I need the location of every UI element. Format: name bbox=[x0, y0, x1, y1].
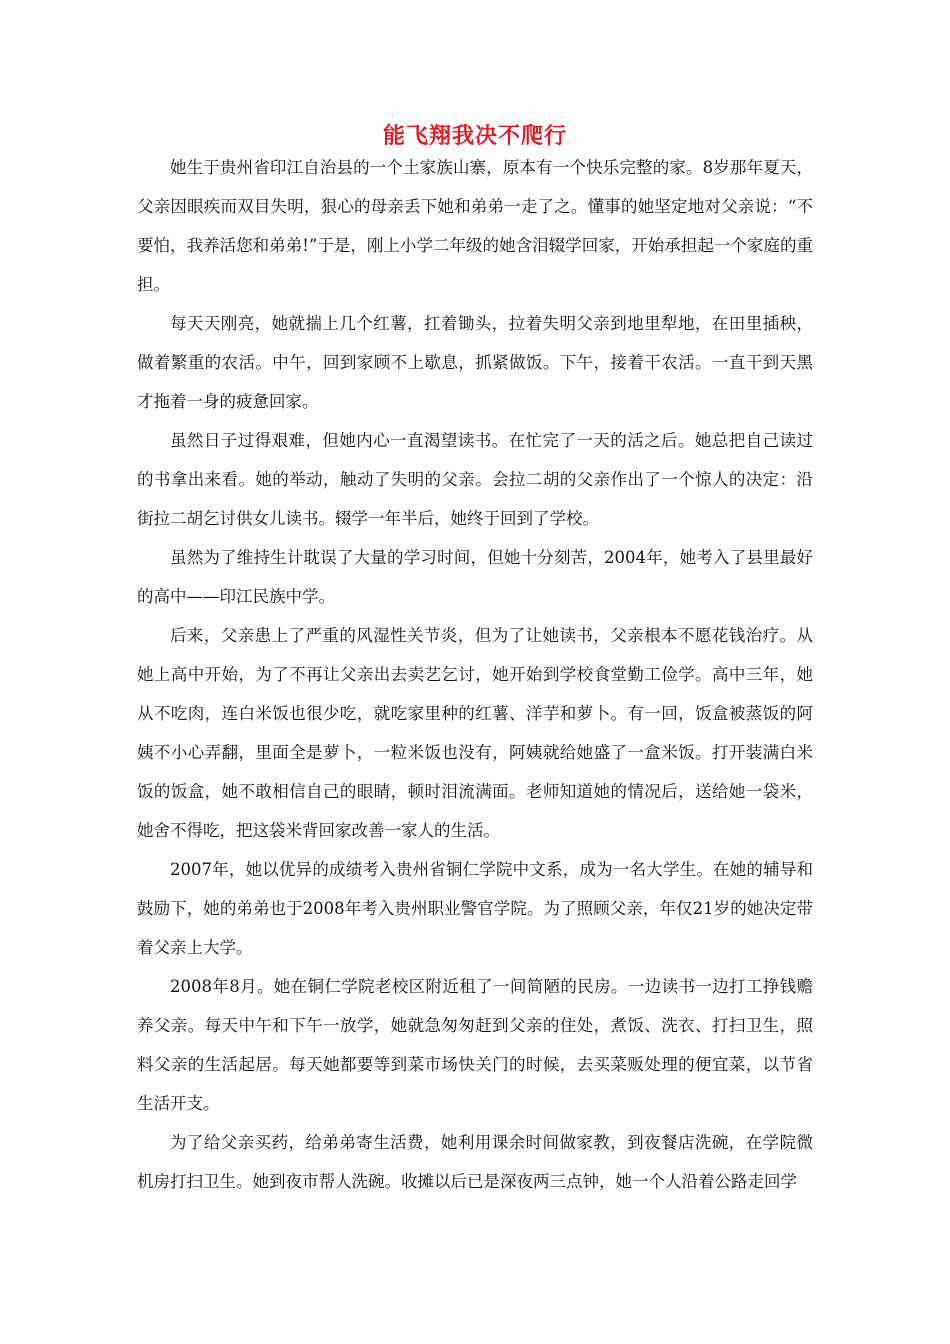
article-body bbox=[137, 148, 813, 1201]
paragraph-7: 2008年8月。她在铜仁学院老校区附近租了一间简陋的民房。一边读书一边打工挣钱赡养父亲。每天中午和下午一放学，她就急匆匆赶到父亲的住处，煮饭、洗衣、打扫卫生，照料父亲的生活起居。每天她都要等到菜市场快关门的时候，去买菜贩处理的便宜菜，以节省生活开支。 bbox=[137, 977, 813, 1113]
paragraph-6: 2007年，她以优异的成绩考入贵州省铜仁学院中文系，成为一名大学生。在她的辅导和鼓励下，她的弟弟也于2008年考入贵州职业警官学院。为了照顾父亲，年仅21岁的她决定带着父亲上大学。 bbox=[137, 860, 813, 957]
paragraph-8: 为了给父亲买药，给弟弟寄生活费，她利用课余时间做家教，到夜餐店洗碗，在学院微机房打扫卫生。她到夜市帮人洗碗。收摊以后已是深夜两三点钟，她一个人沿着公路走回学 bbox=[137, 1133, 813, 1191]
document-title: 能飞翔我决不爬行 bbox=[382, 123, 567, 149]
paragraph-5: 后来，父亲患上了严重的风湿性关节炎，但为了让她读书，父亲根本不愿花钱治疗。从她上高中开始，为了不再让父亲出去卖艺乞讨，她开始到学校食堂勤工俭学。高中三年，她从不吃肉，连白米饭也很少吃，就吃家里种的红薯、洋芋和萝卜。有一回，饭盒被蒸饭的阿姨不小心弄翻，里面全是萝卜，一粒米饭也没有，阿姨就给她盛了一盒米饭。打开装满白米饭的饭盒，她不敢相信自己的眼睛，顿时泪流满面。老师知道她的情况后，送给她一袋米，她舍不得吃，把这袋米背回家改善一家人的生活。 bbox=[137, 626, 813, 840]
paragraph-4: 虽然为了维持生计耽误了大量的学习时间，但她十分刻苦，2004年，她考入了县里最好的高中——印江民族中学。 bbox=[137, 548, 813, 606]
paragraph-1: 她生于贵州省印江自治县的一个土家族山寨，原本有一个快乐完整的家。8岁那年夏天，父亲因眼疾而双目失明，狠心的母亲丢下她和弟弟一走了之。懂事的她坚定地对父亲说：“不要怕，我养活您和弟弟!”于是，刚上小学二年级的她含泪辍学回家，开始承担起一个家庭的重担。 bbox=[137, 158, 813, 294]
paragraph-3: 虽然日子过得艰难，但她内心一直渴望读书。在忙完了一天的活之后。她总把自己读过的书拿出来看。她的举动，触动了失明的父亲。会拉二胡的父亲作出了一个惊人的决定：沿街拉二胡乞讨供女儿读书。辍学一年半后，她终于回到了学校。 bbox=[137, 431, 813, 528]
paragraph-2: 每天天刚亮，她就揣上几个红薯，扛着锄头，拉着失明父亲到地里犁地，在田里插秧，做着繁重的农活。中午，回到家顾不上歇息，抓紧做饭。下午，接着干农活。一直干到天黑才拖着一身的疲惫回家。 bbox=[137, 314, 813, 411]
